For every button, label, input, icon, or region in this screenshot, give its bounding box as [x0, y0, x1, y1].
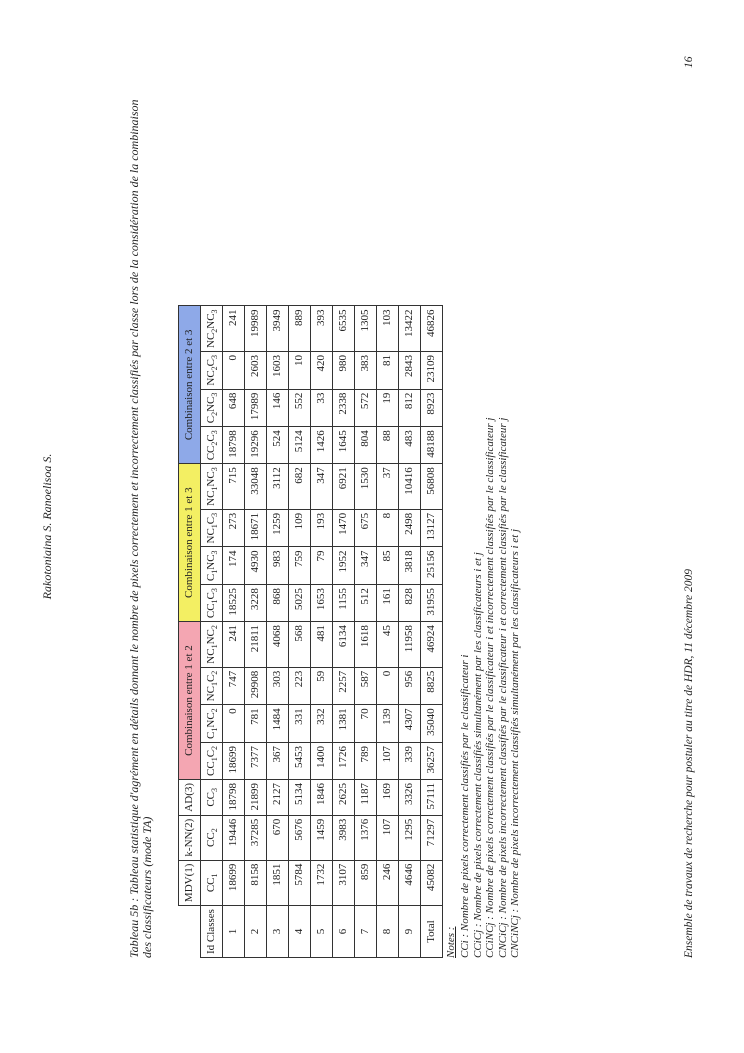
column-header-s1: 1	[210, 569, 220, 574]
table-cell: 25156	[421, 547, 443, 585]
table-cell: 5124	[289, 427, 311, 464]
sub-header-row	[201, 306, 223, 958]
column-header-s1: 2	[210, 828, 220, 833]
table-row	[245, 306, 267, 958]
table-cell: 3112	[267, 464, 289, 510]
table-cell: 174	[223, 547, 245, 585]
table-cell: 1376	[355, 815, 377, 860]
table-cell: 8158	[245, 860, 267, 906]
column-header-mid: C	[205, 359, 217, 367]
column-header-s1: 2	[210, 411, 220, 416]
table-container	[178, 305, 443, 958]
row-class-id: 8	[377, 906, 399, 958]
table-row	[333, 306, 355, 958]
column-header-s1: 3	[210, 787, 220, 792]
table-cell: 339	[399, 742, 421, 779]
table-cell: 5784	[289, 860, 311, 906]
column-header	[201, 622, 223, 668]
table-cell: 383	[355, 352, 377, 390]
column-header	[201, 860, 223, 906]
table-cell: 46924	[421, 622, 443, 668]
table-cell: 524	[267, 427, 289, 464]
column-header-mid: NC	[205, 629, 217, 645]
column-header-s1: 1	[210, 873, 220, 878]
table-cell: 48188	[421, 427, 443, 464]
table-cell: 88	[377, 427, 399, 464]
table-row	[421, 306, 443, 958]
column-header-mid: C	[205, 749, 217, 758]
table-cell: 13422	[399, 306, 421, 352]
table-cell: 1530	[355, 464, 377, 510]
table-cell: 812	[399, 389, 421, 427]
column-header-base: CC	[205, 603, 217, 619]
table-row	[377, 306, 399, 958]
running-head: Rakotoniaina S. Ranoelisoa S.	[40, 453, 54, 600]
column-header-base: CC	[205, 761, 217, 776]
table-cell: 4307	[399, 705, 421, 743]
row-class-id: 1	[223, 906, 245, 958]
table-body	[223, 306, 443, 958]
table-cell: 19296	[245, 427, 267, 464]
table-cell: 5676	[289, 815, 311, 860]
column-header-mid: C	[205, 434, 217, 442]
table-cell: 587	[355, 667, 377, 705]
table-cell: 303	[267, 667, 289, 705]
table-cell: 19	[377, 389, 399, 427]
table-cell: 19446	[223, 815, 245, 860]
table-cell: 193	[311, 509, 333, 547]
group-header-row	[179, 306, 201, 958]
column-header	[201, 509, 223, 547]
table-cell: 4646	[399, 860, 421, 906]
column-header-mid: C	[205, 592, 217, 600]
table-row	[399, 306, 421, 958]
column-header-s2: 3	[210, 550, 220, 555]
table-cell: 33048	[245, 464, 267, 510]
table-cell: 33	[311, 389, 333, 427]
row-class-id: 5	[311, 906, 333, 958]
column-header-mid: NC	[205, 554, 217, 570]
table-cell: 18798	[223, 427, 245, 464]
column-header	[201, 352, 223, 390]
column-header-s1: 1	[210, 599, 220, 604]
table-cell: 2843	[399, 352, 421, 390]
column-header-s2: 3	[210, 467, 220, 472]
table-cell: 1618	[355, 622, 377, 668]
table-cell: 21899	[245, 779, 267, 815]
table-cell: 107	[377, 815, 399, 860]
column-header-s2: 3	[210, 430, 220, 435]
mdv-header: MDV(1)	[179, 860, 201, 906]
table-cell: 1952	[333, 547, 355, 585]
table-cell: 2603	[245, 352, 267, 390]
column-header	[201, 427, 223, 464]
column-header-mid: NC	[205, 313, 217, 329]
table-cell: 0	[377, 667, 399, 705]
table-row	[289, 306, 311, 958]
table-cell: 980	[333, 352, 355, 390]
table-row	[267, 306, 289, 958]
table-cell: 670	[267, 815, 289, 860]
table-cell: 572	[355, 389, 377, 427]
table-cell: 2127	[267, 779, 289, 815]
combination-1-3-header: Combinaison entre 1 et 3	[179, 464, 201, 622]
column-header-base: CC	[205, 877, 217, 893]
table-cell: 7377	[245, 742, 267, 779]
table-cell: 2257	[333, 667, 355, 705]
table-cell: 59	[311, 667, 333, 705]
note-line: CCiNCj : Nombre de pixels correctement classifiés par le classificateur i et incorrectement classifiés par le classificateur j	[484, 417, 497, 958]
column-header-mid: C	[205, 516, 217, 525]
column-header-base: C	[205, 415, 217, 424]
table-cell: 109	[289, 509, 311, 547]
table-cell: 37285	[245, 815, 267, 860]
blank-corner	[179, 906, 201, 958]
table-cell: 5025	[289, 585, 311, 622]
table-cell: 146	[267, 389, 289, 427]
table-cell: 1400	[311, 742, 333, 779]
table-cell: 71297	[421, 815, 443, 860]
table-cell: 2625	[333, 779, 355, 815]
table-cell: 18671	[245, 509, 267, 547]
combination-1-2-header: Combinaison entre 1 et 2	[179, 622, 201, 780]
table-cell: 31955	[421, 585, 443, 622]
table-row	[311, 306, 333, 958]
table-cell: 347	[355, 547, 377, 585]
table-cell: 420	[311, 352, 333, 390]
table-cell: 0	[223, 352, 245, 390]
table-cell: 332	[311, 705, 333, 743]
table-cell: 161	[377, 585, 399, 622]
column-header-s2: 2	[210, 625, 220, 630]
table-cell: 483	[399, 427, 421, 464]
note-line: CCi : Nombre de pixels correctement classifiés par le classificateur i	[459, 654, 472, 958]
page-number: 16	[683, 56, 695, 68]
footer-text: Ensemble de travaux de recherche pour postuler au titre de HDR, 11 décembre 2009	[683, 569, 695, 958]
row-class-id: 4	[289, 906, 311, 958]
table-cell: 29908	[245, 667, 267, 705]
table-cell: 393	[311, 306, 333, 352]
table-cell: 3228	[245, 585, 267, 622]
column-header	[201, 306, 223, 352]
table-cell: 347	[311, 464, 333, 510]
table-cell: 3949	[267, 306, 289, 352]
table-cell: 4930	[245, 547, 267, 585]
table-cell: 1259	[267, 509, 289, 547]
row-class-id: 3	[267, 906, 289, 958]
column-header-s2: 3	[210, 588, 220, 593]
table-cell: 1851	[267, 860, 289, 906]
notes-section	[445, 418, 521, 958]
column-header-base: NC	[205, 490, 217, 506]
table-cell: 6535	[333, 306, 355, 352]
column-header-s1: 1	[210, 644, 220, 649]
column-header	[201, 585, 223, 622]
table-cell: 868	[267, 585, 289, 622]
table-cell: 11958	[399, 622, 421, 668]
row-class-id: 6	[333, 906, 355, 958]
table-cell: 4068	[267, 622, 289, 668]
table-cell: 1295	[399, 815, 421, 860]
column-header-base: NC	[205, 528, 217, 544]
table-cell: 273	[223, 509, 245, 547]
column-header-base: NC	[205, 332, 217, 348]
table-cell: 2338	[333, 389, 355, 427]
table-cell: 1470	[333, 509, 355, 547]
table-cell: 1484	[267, 705, 289, 743]
table-cell: 19989	[245, 306, 267, 352]
table-cell: 956	[399, 667, 421, 705]
table-cell: 36257	[421, 742, 443, 779]
table-cell: 789	[355, 742, 377, 779]
table-cell: 1732	[311, 860, 333, 906]
column-header-s1: 2	[210, 441, 220, 446]
table-cell: 10	[289, 352, 311, 390]
column-header-s1: 1	[210, 524, 220, 529]
table-cell: 2498	[399, 509, 421, 547]
table-cell: 859	[355, 860, 377, 906]
row-class-id: Total	[421, 906, 443, 958]
table-cell: 5134	[289, 779, 311, 815]
table-cell: 682	[289, 464, 311, 510]
table-cell: 648	[223, 389, 245, 427]
table-cell: 1603	[267, 352, 289, 390]
column-header-s1: 1	[210, 727, 220, 732]
table-cell: 1187	[355, 779, 377, 815]
column-header-base: NC	[205, 370, 217, 386]
table-cell: 1726	[333, 742, 355, 779]
table-cell: 6134	[333, 622, 355, 668]
table-cell: 35040	[421, 705, 443, 743]
table-cell: 512	[355, 585, 377, 622]
column-header-mid: NC	[205, 396, 217, 412]
column-header-mid: NC	[205, 712, 217, 728]
column-header	[201, 547, 223, 585]
knn-header: k-NN(2)	[179, 815, 201, 860]
column-header	[201, 779, 223, 815]
note-line: CNCiCj : Nombre de pixels incorrectement classifiés par le classificateur i et correctement classifiés par le classificateur j	[496, 417, 509, 958]
table-cell: 0	[223, 705, 245, 743]
table-cell: 23109	[421, 352, 443, 390]
table-row	[223, 306, 245, 958]
column-header-s1: 1	[210, 757, 220, 762]
table-cell: 18699	[223, 742, 245, 779]
column-header	[201, 705, 223, 743]
table-cell: 8	[377, 509, 399, 547]
table-cell: 57111	[421, 779, 443, 815]
column-header-base: NC	[205, 648, 217, 664]
table-cell: 675	[355, 509, 377, 547]
table-cell: 17989	[245, 389, 267, 427]
table-cell: 46826	[421, 306, 443, 352]
table-cell: 8923	[421, 389, 443, 427]
table-cell: 759	[289, 547, 311, 585]
table-cell: 107	[377, 742, 399, 779]
column-header-mid: NC	[205, 471, 217, 487]
table-cell: 18798	[223, 779, 245, 815]
table-cell: 10416	[399, 464, 421, 510]
column-header-s2: 3	[210, 392, 220, 397]
column-header-mid: C	[205, 674, 217, 683]
column-header	[201, 815, 223, 860]
column-header-s1: 2	[210, 328, 220, 333]
table-cell: 1155	[333, 585, 355, 622]
column-header-base: CC	[205, 445, 217, 461]
table-caption: Tableau 5b : Tableau statistique d'agrément en détails donnant le nombre de pixels correctement et incorrectement classifiés par classe lors de la considération de la combinaison des classificateurs (mode TA)	[127, 99, 154, 958]
table-cell: 246	[377, 860, 399, 906]
column-header-base: NC	[205, 686, 217, 702]
table-cell: 1381	[333, 705, 355, 743]
table-cell: 781	[245, 705, 267, 743]
table-cell: 21811	[245, 622, 267, 668]
table-cell: 85	[377, 547, 399, 585]
table-cell: 1459	[311, 815, 333, 860]
column-header-s2: 2	[210, 708, 220, 713]
column-header-base: C	[205, 573, 217, 582]
column-header-s2: 2	[210, 670, 220, 675]
table-cell: 37	[377, 464, 399, 510]
table-cell: 139	[377, 705, 399, 743]
id-classes-header: Id Classes	[201, 906, 223, 958]
column-header-s2: 3	[210, 355, 220, 359]
table-cell: 747	[223, 667, 245, 705]
table-cell: 889	[289, 306, 311, 352]
table-cell: 1846	[311, 779, 333, 815]
table-cell: 1426	[311, 427, 333, 464]
table-cell: 169	[377, 779, 399, 815]
table-cell: 8825	[421, 667, 443, 705]
table-cell: 18525	[223, 585, 245, 622]
notes-lines	[459, 418, 521, 958]
table-cell: 983	[267, 547, 289, 585]
table-cell: 241	[223, 622, 245, 668]
column-header	[201, 667, 223, 705]
table-cell: 6921	[333, 464, 355, 510]
table-cell: 3326	[399, 779, 421, 815]
column-header-s1: 2	[210, 366, 220, 371]
table-cell: 79	[311, 547, 333, 585]
column-header-s1: 1	[210, 682, 220, 687]
table-cell: 70	[355, 705, 377, 743]
table-cell: 715	[223, 464, 245, 510]
note-line: CCiCj : Nombre de pixels correctement classifiés simultanément par les classificateurs i et j	[471, 552, 484, 958]
table-cell: 3818	[399, 547, 421, 585]
table-cell: 3983	[333, 815, 355, 860]
column-header-s1: 1	[210, 486, 220, 491]
table-cell: 552	[289, 389, 311, 427]
column-header	[201, 389, 223, 427]
table-cell: 241	[223, 306, 245, 352]
table-cell: 3107	[333, 860, 355, 906]
table-cell: 331	[289, 705, 311, 743]
table-cell: 18699	[223, 860, 245, 906]
column-header	[201, 742, 223, 779]
note-line: CNCiNCj : Nombre de pixels incorrectement classifiés simultanément par les classificateurs i et j	[509, 528, 522, 958]
column-header-s2: 2	[210, 745, 220, 750]
table-cell: 367	[267, 742, 289, 779]
table-cell: 13127	[421, 509, 443, 547]
table-cell: 81	[377, 352, 399, 390]
table-cell: 1653	[311, 585, 333, 622]
column-header-base: CC	[205, 791, 217, 807]
row-class-id: 9	[399, 906, 421, 958]
row-class-id: 2	[245, 906, 267, 958]
table-cell: 56808	[421, 464, 443, 510]
ad-header: AD(3)	[179, 779, 201, 815]
table-row	[355, 306, 377, 958]
table-cell: 103	[377, 306, 399, 352]
table-cell: 828	[399, 585, 421, 622]
column-header	[201, 464, 223, 510]
column-header-base: CC	[205, 832, 217, 847]
notes-title: Notes :	[445, 926, 457, 958]
table-cell: 481	[311, 622, 333, 668]
row-class-id: 7	[355, 906, 377, 958]
agreement-table	[178, 305, 443, 958]
table-cell: 45	[377, 622, 399, 668]
column-header-base: C	[205, 731, 217, 739]
table-cell: 1645	[333, 427, 355, 464]
column-header-s2: 3	[210, 309, 220, 314]
table-cell: 5453	[289, 742, 311, 779]
table-cell: 1305	[355, 306, 377, 352]
table-cell: 223	[289, 667, 311, 705]
table-cell: 568	[289, 622, 311, 668]
combination-2-3-header: Combinaison entre 2 et 3	[179, 306, 201, 464]
column-header-s2: 3	[210, 512, 220, 517]
table-cell: 804	[355, 427, 377, 464]
table-cell: 45082	[421, 860, 443, 906]
